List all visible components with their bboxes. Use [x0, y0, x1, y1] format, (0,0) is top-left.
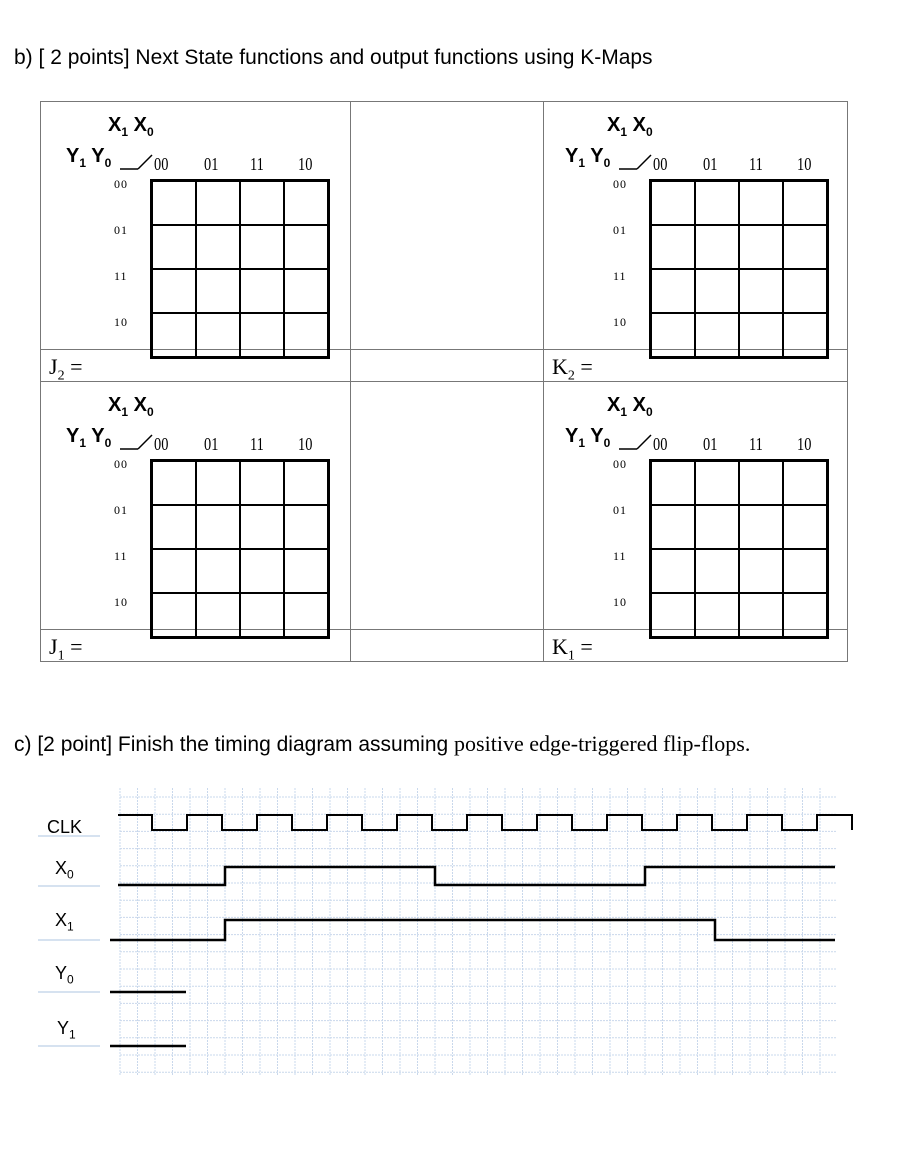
kmap-col-header: 00: [653, 434, 668, 454]
kmap-cell[interactable]: [783, 225, 827, 269]
kmap-cell[interactable]: [651, 593, 695, 637]
j2-equation: $J_2$ =: [49, 354, 83, 384]
kmap-cell[interactable]: [240, 549, 284, 593]
kmap-cell[interactable]: [196, 461, 240, 505]
kmap-cells: [150, 179, 330, 359]
kmap-cell[interactable]: [196, 181, 240, 225]
kmap-row-header: 01: [114, 503, 128, 517]
kmap-cell[interactable]: [240, 505, 284, 549]
section-c-heading: [14, 731, 750, 757]
kmap-col-header: 10: [298, 154, 313, 174]
kmap-row-header: 00: [613, 457, 627, 471]
section-c-label: c): [14, 733, 32, 756]
kmap-row-header: 11: [114, 549, 128, 563]
kmap-row-header: 00: [613, 177, 627, 191]
kmap-row-vars: $Y_1$ $Y_0$: [565, 145, 611, 170]
kmap-cell[interactable]: [651, 461, 695, 505]
kmap-cell[interactable]: [284, 593, 328, 637]
kmap-diagonal-line: [541, 392, 661, 472]
kmap-col-header: 10: [797, 434, 812, 454]
kmap-cell[interactable]: [284, 313, 328, 357]
timing-diagram: [0, 770, 900, 1090]
kmap-j1: [42, 392, 332, 637]
kmap-cell[interactable]: [196, 593, 240, 637]
kmap-row-header: 11: [613, 549, 627, 563]
kmap-cell[interactable]: [651, 269, 695, 313]
signal-label-y1: $Y_1$: [57, 1018, 76, 1042]
kmap-row-header: 10: [114, 315, 128, 329]
kmap-col-header: 11: [749, 154, 763, 174]
kmap-col-header: 01: [703, 154, 718, 174]
kmap-cell[interactable]: [783, 181, 827, 225]
kmap-row-header: 11: [613, 269, 627, 283]
signal-label-x1: $X_1$: [55, 910, 74, 934]
kmap-cell[interactable]: [739, 505, 783, 549]
kmap-col-vars: $X_1$ $X_0$: [607, 114, 653, 139]
kmap-cell[interactable]: [783, 269, 827, 313]
kmap-col-vars: $X_1$ $X_0$: [607, 394, 653, 419]
section-c-text-serif: positive edge-triggered flip-flops.: [454, 731, 751, 756]
kmap-col-header: 11: [250, 434, 264, 454]
kmap-cell[interactable]: [783, 461, 827, 505]
kmap-cell[interactable]: [739, 549, 783, 593]
x1-waveform: [110, 920, 835, 940]
kmap-cell[interactable]: [196, 269, 240, 313]
kmap-cell[interactable]: [240, 269, 284, 313]
kmap-col-header: 01: [703, 434, 718, 454]
kmap-diagonal-line: [42, 392, 162, 472]
kmap-cell[interactable]: [152, 593, 196, 637]
kmap-row-vars: $Y_1$ $Y_0$: [66, 145, 112, 170]
kmap-cells: [649, 459, 829, 639]
kmap-cell[interactable]: [196, 313, 240, 357]
kmap-cell[interactable]: [651, 181, 695, 225]
kmap-cell[interactable]: [152, 461, 196, 505]
kmap-cell[interactable]: [695, 313, 739, 357]
kmap-row-header: 00: [114, 177, 128, 191]
kmap-cell[interactable]: [152, 181, 196, 225]
kmap-col-header: 00: [653, 154, 668, 174]
kmap-cell[interactable]: [695, 593, 739, 637]
kmap-col-vars: $X_1$ $X_0$: [108, 394, 154, 419]
kmap-row-header: 01: [613, 223, 627, 237]
kmap-col-header: 11: [250, 154, 264, 174]
section-b-text: [ 2 points] Next State functions and output functions using K-Maps: [38, 46, 653, 69]
kmap-cell[interactable]: [284, 269, 328, 313]
kmap-cell[interactable]: [651, 549, 695, 593]
kmap-row-header: 00: [114, 457, 128, 471]
kmap-cell[interactable]: [783, 593, 827, 637]
kmap-cell[interactable]: [695, 549, 739, 593]
kmap-cell[interactable]: [152, 505, 196, 549]
kmap-cell[interactable]: [651, 225, 695, 269]
kmap-col-header: 00: [154, 154, 169, 174]
kmap-col-header: 11: [749, 434, 763, 454]
kmap-row-vars: $Y_1$ $Y_0$: [66, 425, 112, 450]
kmap-col-header: 01: [204, 434, 219, 454]
kmap-cell[interactable]: [739, 593, 783, 637]
kmap-cell[interactable]: [240, 593, 284, 637]
kmap-cell[interactable]: [783, 549, 827, 593]
kmap-cell[interactable]: [284, 461, 328, 505]
kmap-cell[interactable]: [240, 225, 284, 269]
kmap-cell[interactable]: [152, 549, 196, 593]
kmap-row-header: 10: [613, 595, 627, 609]
kmap-cell[interactable]: [152, 313, 196, 357]
kmap-cell[interactable]: [196, 225, 240, 269]
kmap-col-header: 10: [298, 434, 313, 454]
kmap-cell[interactable]: [152, 225, 196, 269]
kmap-cell[interactable]: [739, 461, 783, 505]
section-b-heading: [14, 46, 653, 70]
clk-waveform: [118, 815, 852, 830]
kmap-cell[interactable]: [284, 549, 328, 593]
kmap-cells: [649, 179, 829, 359]
section-b-label: b): [14, 46, 33, 69]
kmap-diagonal-line: [541, 112, 661, 192]
kmap-cells: [150, 459, 330, 639]
kmap-cell[interactable]: [196, 549, 240, 593]
kmap-cell[interactable]: [695, 461, 739, 505]
kmap-cell[interactable]: [783, 313, 827, 357]
kmap-row-header: 01: [114, 223, 128, 237]
kmap-cell[interactable]: [284, 505, 328, 549]
signal-label-x0: $X_0$: [55, 858, 74, 882]
kmap-cell[interactable]: [240, 461, 284, 505]
kmap-cell[interactable]: [695, 505, 739, 549]
kmap-cell[interactable]: [739, 269, 783, 313]
kmap-cell[interactable]: [739, 225, 783, 269]
kmap-row-vars: $Y_1$ $Y_0$: [565, 425, 611, 450]
kmap-cell[interactable]: [284, 225, 328, 269]
kmap-col-header: 01: [204, 154, 219, 174]
kmap-cell[interactable]: [240, 313, 284, 357]
j1-equation: $J_1$ =: [49, 634, 83, 664]
kmap-cell[interactable]: [240, 181, 284, 225]
kmap-row-header: 11: [114, 269, 128, 283]
kmap-diagonal-line: [42, 112, 162, 192]
kmap-cell[interactable]: [695, 181, 739, 225]
kmap-row-header: 01: [613, 503, 627, 517]
kmap-row-header: 10: [114, 595, 128, 609]
kmap-cell[interactable]: [651, 505, 695, 549]
kmap-k1: [541, 392, 831, 637]
kmap-cell[interactable]: [695, 225, 739, 269]
kmap-row-header: 10: [613, 315, 627, 329]
kmap-cell[interactable]: [152, 269, 196, 313]
timing-waveforms: [0, 770, 900, 1090]
kmap-cell[interactable]: [196, 505, 240, 549]
k1-equation: $K_1$ =: [552, 634, 593, 664]
kmap-cell[interactable]: [739, 181, 783, 225]
kmap-cell[interactable]: [284, 181, 328, 225]
kmap-cell[interactable]: [739, 313, 783, 357]
kmap-col-header: 10: [797, 154, 812, 174]
kmap-cell[interactable]: [783, 505, 827, 549]
kmap-cell[interactable]: [695, 269, 739, 313]
kmap-j2: [42, 112, 332, 357]
k2-equation: $K_2$ =: [552, 354, 593, 384]
section-c-text: [2 point] Finish the timing diagram assuming: [37, 733, 455, 756]
signal-label-clk: CLK: [47, 817, 83, 837]
kmap-col-vars: $X_1$ $X_0$: [108, 114, 154, 139]
kmap-col-header: 00: [154, 434, 169, 454]
kmap-cell[interactable]: [651, 313, 695, 357]
signal-label-y0: $Y_0$: [55, 963, 74, 987]
kmap-k2: [541, 112, 831, 357]
x0-waveform: [118, 867, 835, 885]
